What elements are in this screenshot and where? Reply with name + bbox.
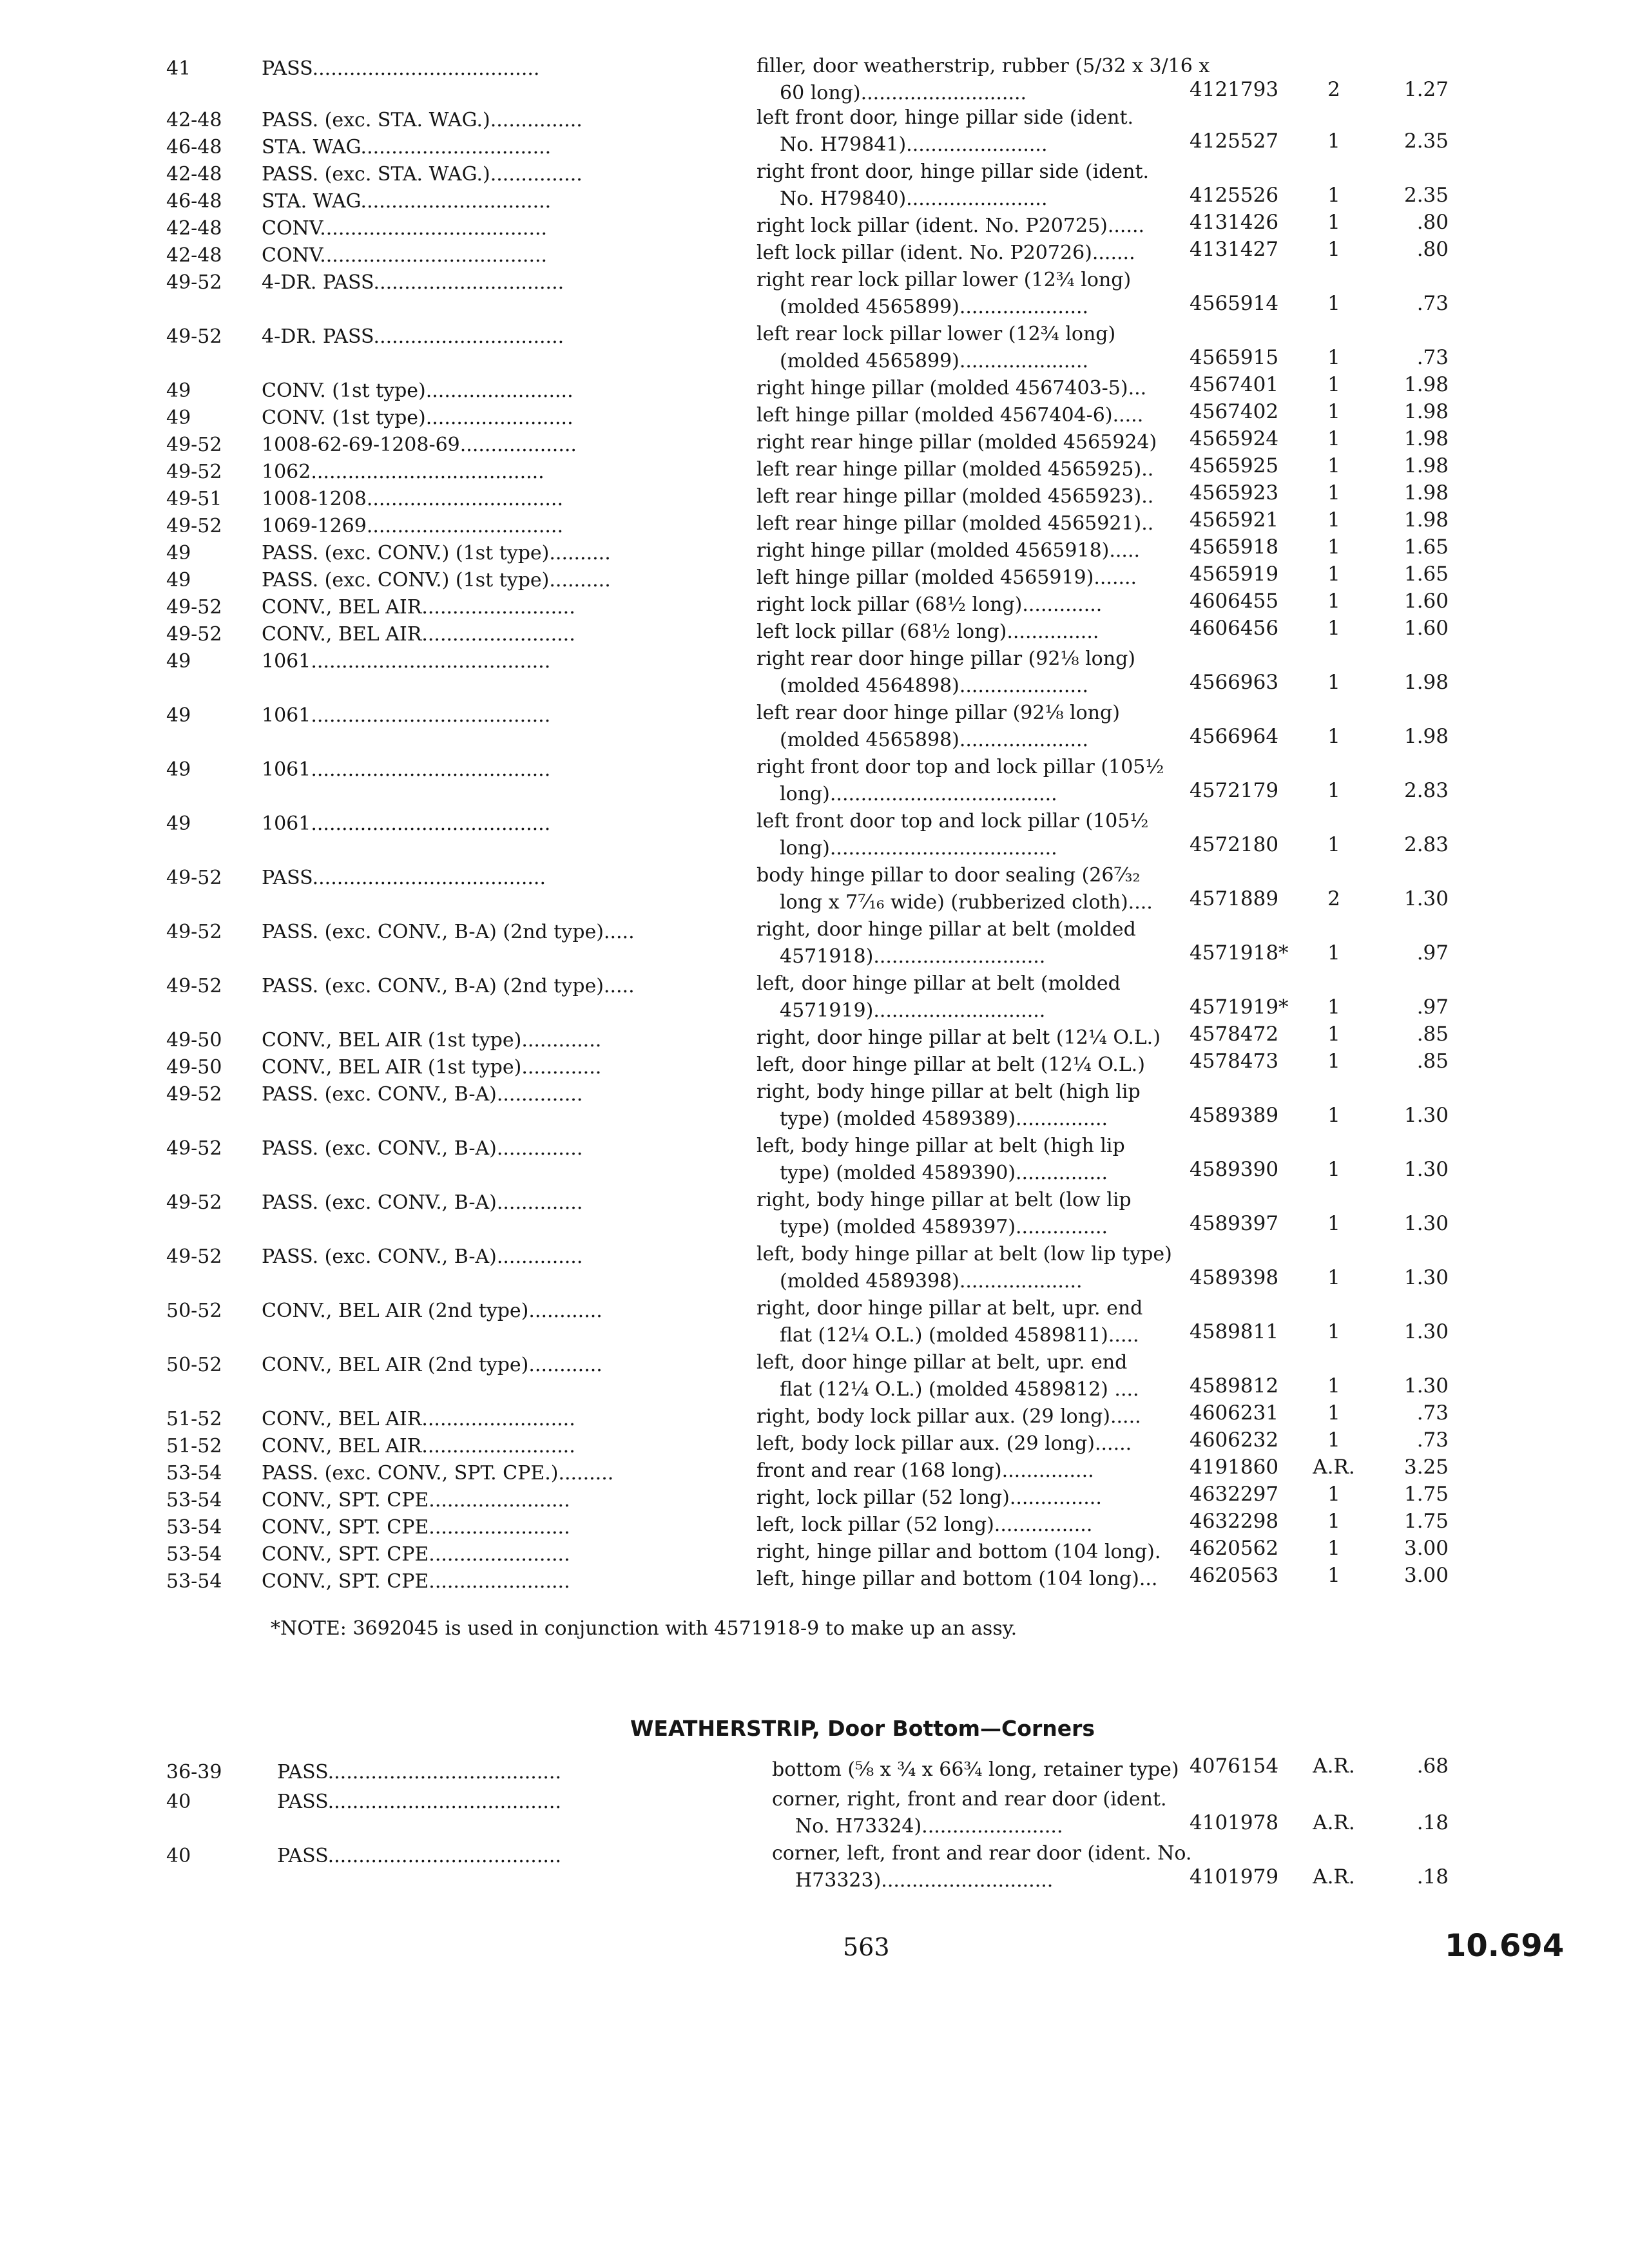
model-year: 49-52 xyxy=(166,434,222,456)
price: 3.00 xyxy=(1403,1564,1449,1587)
description-line: long x 7⁷⁄₁₆ wide) (rubberized cloth).... xyxy=(780,891,1153,914)
model-name: 4-DR. PASS............................... xyxy=(262,325,564,348)
description-line: right, door hinge pillar at belt (12¼ O.L.) xyxy=(757,1026,1161,1049)
price: 1.75 xyxy=(1403,1510,1449,1533)
part-number: 4131426 xyxy=(1190,211,1279,234)
model-name: 4-DR. PASS............................... xyxy=(262,271,564,294)
model-name: 1061....................................... xyxy=(262,650,551,673)
part-number: 4606455 xyxy=(1190,590,1279,613)
part-number: 4121793 xyxy=(1190,78,1279,101)
model-name: CONV., BEL AIR......................... xyxy=(262,623,575,646)
model-year: 51-52 xyxy=(166,1408,222,1430)
model-name: STA. WAG............................... xyxy=(262,136,552,159)
price: 3.00 xyxy=(1403,1537,1449,1560)
description-line: left hinge pillar (molded 4565919)....... xyxy=(757,566,1137,589)
description-line: left front door top and lock pillar (105½ xyxy=(757,810,1149,832)
quantity: 1 xyxy=(1327,1564,1340,1587)
description-line: right, lock pillar (52 long)............... xyxy=(757,1486,1102,1509)
description-line: right, body hinge pillar at belt (low lip xyxy=(757,1189,1132,1211)
quantity: A.R. xyxy=(1313,1811,1355,1834)
description-line: right rear lock pillar lower (12¾ long) xyxy=(757,269,1132,291)
price: .18 xyxy=(1416,1811,1449,1834)
quantity: 1 xyxy=(1327,1320,1340,1343)
price: 1.30 xyxy=(1403,887,1449,910)
part-number: 4567401 xyxy=(1190,373,1279,396)
model-year: 49-52 xyxy=(166,596,222,619)
model-year: 49-52 xyxy=(166,867,222,889)
model-name: CONV., BEL AIR (2nd type)............ xyxy=(262,1354,602,1376)
description-line: left lock pillar (ident. No. P20726)....... xyxy=(757,242,1135,264)
part-number: 4578472 xyxy=(1190,1023,1279,1046)
description-line: left, door hinge pillar at belt (molded xyxy=(757,972,1121,995)
price: 1.30 xyxy=(1403,1374,1449,1398)
description-line: filler, door weatherstrip, rubber (5/32 x 3/16 x xyxy=(757,55,1210,77)
description-line: No. H79840)....................... xyxy=(780,187,1048,210)
description-line: 60 long)........................... xyxy=(780,82,1027,104)
part-number: 4572180 xyxy=(1190,833,1279,856)
description-line: corner, left, front and rear door (ident. No. xyxy=(772,1842,1192,1865)
quantity: 1 xyxy=(1327,238,1340,261)
description-line: right lock pillar (ident. No. P20725)...... xyxy=(757,215,1145,237)
quantity: 1 xyxy=(1327,373,1340,396)
description-line: flat (12¼ O.L.) (molded 4589812) .... xyxy=(780,1378,1139,1401)
quantity: 1 xyxy=(1327,427,1340,450)
quantity: 1 xyxy=(1327,1401,1340,1425)
quantity: 1 xyxy=(1327,1023,1340,1046)
price: 1.30 xyxy=(1403,1104,1449,1127)
part-number: 4620562 xyxy=(1190,1537,1279,1560)
quantity: A.R. xyxy=(1313,1456,1355,1479)
model-name: PASS...................................... xyxy=(277,1791,561,1813)
description-line: right, door hinge pillar at belt (molded xyxy=(757,918,1136,941)
price: 1.98 xyxy=(1403,725,1449,748)
description-line: type) (molded 4589397)............... xyxy=(780,1216,1108,1238)
price: .80 xyxy=(1416,238,1449,261)
quantity: 1 xyxy=(1327,617,1340,640)
part-number: 4565919 xyxy=(1190,562,1279,586)
price: 1.98 xyxy=(1403,427,1449,450)
model-year: 49 xyxy=(166,542,191,564)
quantity: 1 xyxy=(1327,562,1340,586)
part-number: 4572179 xyxy=(1190,779,1279,802)
description-line: type) (molded 4589390)............... xyxy=(780,1162,1108,1184)
page-number: 563 xyxy=(843,1933,890,1961)
price: 1.75 xyxy=(1403,1483,1449,1506)
description-line: bottom (⅝ x ¾ x 66¾ long, retainer type) xyxy=(772,1758,1179,1781)
model-name: CONV., SPT. CPE....................... xyxy=(262,1489,570,1512)
model-year: 49-52 xyxy=(166,975,222,997)
quantity: 1 xyxy=(1327,481,1340,505)
description-line: left, body hinge pillar at belt (high lip xyxy=(757,1135,1125,1157)
section-title: WEATHERSTRIP, Door Bottom—Corners xyxy=(630,1716,1095,1741)
description-line: left rear hinge pillar (molded 4565925).. xyxy=(757,458,1154,481)
price: .73 xyxy=(1416,1428,1449,1452)
price: 1.30 xyxy=(1403,1320,1449,1343)
model-name: PASS...................................... xyxy=(277,1761,561,1783)
price: 1.65 xyxy=(1403,562,1449,586)
model-name: CONV., SPT. CPE....................... xyxy=(262,1516,570,1539)
price: 2.35 xyxy=(1403,130,1449,153)
description-line: 4571918)............................ xyxy=(780,945,1046,968)
description-line: right rear hinge pillar (molded 4565924) xyxy=(757,431,1157,454)
part-number: 4606232 xyxy=(1190,1428,1279,1452)
quantity: 1 xyxy=(1327,346,1340,369)
quantity: 1 xyxy=(1327,535,1340,559)
model-name: CONV. (1st type)........................ xyxy=(262,380,574,402)
description-line: left hinge pillar (molded 4567404-6)..... xyxy=(757,404,1144,427)
model-name: 1008-62-69-1208-69................... xyxy=(262,434,577,456)
quantity: 1 xyxy=(1327,508,1340,532)
description-line: right, body lock pillar aux. (29 long)..... xyxy=(757,1405,1141,1428)
quantity: 1 xyxy=(1327,1158,1340,1181)
description-line: right front door top and lock pillar (105½ xyxy=(757,756,1164,778)
model-year: 50-52 xyxy=(166,1354,222,1376)
model-year: 36-39 xyxy=(166,1761,222,1783)
model-name: 1061....................................... xyxy=(262,758,551,781)
part-number: 4620563 xyxy=(1190,1564,1279,1587)
price: .85 xyxy=(1416,1023,1449,1046)
description-line: No. H73324)....................... xyxy=(795,1815,1063,1838)
price: .97 xyxy=(1416,941,1449,965)
footnote: *NOTE: 3692045 is used in conjunction with 4571918-9 to make up an assy. xyxy=(271,1617,1017,1640)
model-year: 49-52 xyxy=(166,921,222,943)
quantity: 1 xyxy=(1327,1050,1340,1073)
model-name: 1008-1208................................ xyxy=(262,488,563,510)
model-name: PASS. (exc. STA. WAG.)............... xyxy=(262,109,583,131)
model-year: 49-51 xyxy=(166,488,222,510)
description-line: left, body hinge pillar at belt (low lip type) xyxy=(757,1243,1172,1265)
model-year: 49 xyxy=(166,380,191,402)
model-year: 46-48 xyxy=(166,136,222,159)
price: 1.60 xyxy=(1403,617,1449,640)
description-line: right hinge pillar (molded 4567403-5)... xyxy=(757,377,1147,399)
price: 1.98 xyxy=(1403,671,1449,694)
part-number: 4606231 xyxy=(1190,1401,1279,1425)
price: 2.83 xyxy=(1403,779,1449,802)
quantity: 1 xyxy=(1327,995,1340,1019)
part-number: 4589397 xyxy=(1190,1212,1279,1235)
price: .80 xyxy=(1416,211,1449,234)
price: 3.25 xyxy=(1403,1456,1449,1479)
part-number: 4589811 xyxy=(1190,1320,1279,1343)
model-year: 49-52 xyxy=(166,461,222,483)
description-line: corner, right, front and rear door (ident. xyxy=(772,1788,1167,1811)
part-number: 4606456 xyxy=(1190,617,1279,640)
quantity: 1 xyxy=(1327,184,1340,207)
model-name: PASS. (exc. CONV., B-A).............. xyxy=(262,1137,583,1160)
description-line: (molded 4565898)..................... xyxy=(780,729,1089,751)
price: 1.98 xyxy=(1403,400,1449,423)
model-name: CONV., BEL AIR (1st type)............. xyxy=(262,1029,602,1052)
description-line: right, door hinge pillar at belt, upr. end xyxy=(757,1297,1143,1320)
quantity: 1 xyxy=(1327,1537,1340,1560)
part-number: 4589390 xyxy=(1190,1158,1279,1181)
price: 2.35 xyxy=(1403,184,1449,207)
description-line: (molded 4589398).................... xyxy=(780,1270,1083,1293)
model-year: 49-52 xyxy=(166,325,222,348)
description-line: right hinge pillar (molded 4565918)..... xyxy=(757,539,1141,562)
part-number: 4589812 xyxy=(1190,1374,1279,1398)
price: .68 xyxy=(1416,1754,1449,1778)
quantity: 1 xyxy=(1327,671,1340,694)
quantity: 1 xyxy=(1327,1104,1340,1127)
price: .97 xyxy=(1416,995,1449,1019)
part-number: 4131427 xyxy=(1190,238,1279,261)
quantity: 1 xyxy=(1327,400,1340,423)
price: 1.98 xyxy=(1403,481,1449,505)
model-year: 49-50 xyxy=(166,1029,222,1052)
quantity: 1 xyxy=(1327,725,1340,748)
model-name: PASS..................................... xyxy=(262,57,540,80)
model-name: PASS. (exc. CONV., B-A).............. xyxy=(262,1245,583,1268)
part-number: 4076154 xyxy=(1190,1754,1279,1778)
model-name: CONV., BEL AIR......................... xyxy=(262,596,575,619)
description-line: H73323)............................ xyxy=(795,1869,1054,1892)
model-year: 49-52 xyxy=(166,1245,222,1268)
description-line: No. H79841)....................... xyxy=(780,133,1048,156)
model-year: 53-54 xyxy=(166,1570,222,1593)
price: 1.30 xyxy=(1403,1266,1449,1289)
quantity: 1 xyxy=(1327,590,1340,613)
price: .18 xyxy=(1416,1865,1449,1888)
description-line: body hinge pillar to door sealing (26⁷⁄₃₂ xyxy=(757,864,1141,887)
model-year: 49-52 xyxy=(166,623,222,646)
model-year: 53-54 xyxy=(166,1462,222,1485)
quantity: 1 xyxy=(1327,130,1340,153)
quantity: 1 xyxy=(1327,454,1340,477)
quantity: 1 xyxy=(1327,1266,1340,1289)
part-number: 4632298 xyxy=(1190,1510,1279,1533)
model-name: 1069-1269................................ xyxy=(262,515,563,537)
model-name: 1061....................................... xyxy=(262,812,551,835)
reference-number: 10.694 xyxy=(1445,1928,1565,1964)
model-name: 1061....................................... xyxy=(262,704,551,727)
description-line: left rear hinge pillar (molded 4565921).. xyxy=(757,512,1154,535)
model-year: 42-48 xyxy=(166,163,222,186)
price: .73 xyxy=(1416,292,1449,315)
part-number: 4578473 xyxy=(1190,1050,1279,1073)
model-year: 53-54 xyxy=(166,1543,222,1566)
model-year: 42-48 xyxy=(166,217,222,240)
price: 1.60 xyxy=(1403,590,1449,613)
model-name: CONV. (1st type)........................ xyxy=(262,407,574,429)
model-name: CONV., SPT. CPE....................... xyxy=(262,1543,570,1566)
price: 1.98 xyxy=(1403,454,1449,477)
quantity: A.R. xyxy=(1313,1865,1355,1888)
part-number: 4566964 xyxy=(1190,725,1279,748)
description-line: front and rear (168 long)............... xyxy=(757,1459,1094,1482)
part-number: 4125527 xyxy=(1190,130,1279,153)
part-number: 4571918* xyxy=(1190,941,1289,965)
model-year: 49-52 xyxy=(166,515,222,537)
model-name: CONV., BEL AIR......................... xyxy=(262,1435,575,1457)
description-line: left, door hinge pillar at belt (12¼ O.L.) xyxy=(757,1053,1145,1076)
description-line: left, door hinge pillar at belt, upr. end xyxy=(757,1351,1128,1374)
quantity: 2 xyxy=(1327,78,1340,101)
description-line: left rear lock pillar lower (12¾ long) xyxy=(757,323,1116,345)
part-number: 4565914 xyxy=(1190,292,1279,315)
model-year: 49-52 xyxy=(166,1137,222,1160)
description-line: left, lock pillar (52 long)................ xyxy=(757,1514,1093,1536)
model-year: 49 xyxy=(166,650,191,673)
model-year: 49-52 xyxy=(166,1191,222,1214)
description-line: right rear door hinge pillar (92⅛ long) xyxy=(757,648,1135,670)
description-line: right front door, hinge pillar side (ident. xyxy=(757,160,1150,183)
part-number: 4571889 xyxy=(1190,887,1279,910)
model-year: 40 xyxy=(166,1845,191,1867)
model-year: 40 xyxy=(166,1791,191,1813)
model-year: 46-48 xyxy=(166,190,222,213)
model-year: 42-48 xyxy=(166,109,222,131)
quantity: 1 xyxy=(1327,211,1340,234)
part-number: 4191860 xyxy=(1190,1456,1279,1479)
model-name: PASS. (exc. STA. WAG.)............... xyxy=(262,163,583,186)
model-year: 49 xyxy=(166,812,191,835)
part-number: 4567402 xyxy=(1190,400,1279,423)
description-line: right, body hinge pillar at belt (high lip xyxy=(757,1081,1141,1103)
quantity: 1 xyxy=(1327,779,1340,802)
model-year: 49-50 xyxy=(166,1056,222,1079)
model-name: PASS. (exc. CONV., B-A).............. xyxy=(262,1083,583,1106)
model-name: CONV., BEL AIR (1st type)............. xyxy=(262,1056,602,1079)
model-name: PASS. (exc. CONV., SPT. CPE.)......... xyxy=(262,1462,614,1485)
model-year: 49 xyxy=(166,569,191,591)
model-name: PASS. (exc. CONV., B-A).............. xyxy=(262,1191,583,1214)
description-line: right, hinge pillar and bottom (104 long). xyxy=(757,1541,1161,1563)
description-line: long)..................................... xyxy=(780,783,1057,805)
description-line: (molded 4564898)..................... xyxy=(780,675,1089,697)
model-name: PASS...................................... xyxy=(262,867,546,889)
price: 1.27 xyxy=(1403,78,1449,101)
quantity: 1 xyxy=(1327,833,1340,856)
model-name: PASS. (exc. CONV.) (1st type).......... xyxy=(262,569,611,591)
description-line: left lock pillar (68½ long)............... xyxy=(757,620,1099,643)
part-number: 4565915 xyxy=(1190,346,1279,369)
part-number: 4125526 xyxy=(1190,184,1279,207)
model-name: PASS. (exc. CONV., B-A) (2nd type)..... xyxy=(262,975,635,997)
part-number: 4589389 xyxy=(1190,1104,1279,1127)
model-year: 41 xyxy=(166,57,191,80)
part-number: 4565921 xyxy=(1190,508,1279,532)
part-number: 4101979 xyxy=(1190,1865,1279,1888)
model-name: CONV..................................... xyxy=(262,244,548,267)
description-line: (molded 4565899)..................... xyxy=(780,296,1089,318)
model-name: 1062...................................... xyxy=(262,461,545,483)
price: .85 xyxy=(1416,1050,1449,1073)
price: 1.30 xyxy=(1403,1158,1449,1181)
description-line: right lock pillar (68½ long)............. xyxy=(757,593,1103,616)
model-name: CONV., BEL AIR......................... xyxy=(262,1408,575,1430)
model-year: 49 xyxy=(166,407,191,429)
model-year: 49-52 xyxy=(166,1083,222,1106)
description-line: left front door, hinge pillar side (ident. xyxy=(757,106,1134,129)
model-name: CONV., BEL AIR (2nd type)............ xyxy=(262,1300,602,1322)
part-number: 4565918 xyxy=(1190,535,1279,559)
part-number: 4632297 xyxy=(1190,1483,1279,1506)
model-name: PASS. (exc. CONV.) (1st type).......... xyxy=(262,542,611,564)
description-line: 4571919)............................ xyxy=(780,999,1046,1022)
quantity: 1 xyxy=(1327,1428,1340,1452)
part-number: 4589398 xyxy=(1190,1266,1279,1289)
price: 1.98 xyxy=(1403,373,1449,396)
price: 1.30 xyxy=(1403,1212,1449,1235)
model-name: STA. WAG............................... xyxy=(262,190,552,213)
description-line: flat (12¼ O.L.) (molded 4589811)..... xyxy=(780,1324,1139,1347)
price: 2.83 xyxy=(1403,833,1449,856)
description-line: long)..................................... xyxy=(780,837,1057,860)
quantity: A.R. xyxy=(1313,1754,1355,1778)
quantity: 1 xyxy=(1327,1212,1340,1235)
price: 1.98 xyxy=(1403,508,1449,532)
part-number: 4565924 xyxy=(1190,427,1279,450)
model-year: 53-54 xyxy=(166,1516,222,1539)
model-name: PASS. (exc. CONV., B-A) (2nd type)..... xyxy=(262,921,635,943)
quantity: 1 xyxy=(1327,1374,1340,1398)
description-line: (molded 4565899)..................... xyxy=(780,350,1089,372)
description-line: left, body lock pillar aux. (29 long)...... xyxy=(757,1432,1132,1455)
model-name: PASS...................................... xyxy=(277,1845,561,1867)
part-number: 4101978 xyxy=(1190,1811,1279,1834)
quantity: 2 xyxy=(1327,887,1340,910)
model-year: 53-54 xyxy=(166,1489,222,1512)
part-number: 4566963 xyxy=(1190,671,1279,694)
model-year: 49 xyxy=(166,758,191,781)
model-name: CONV..................................... xyxy=(262,217,548,240)
quantity: 1 xyxy=(1327,941,1340,965)
model-year: 49 xyxy=(166,704,191,727)
description-line: type) (molded 4589389)............... xyxy=(780,1108,1108,1130)
quantity: 1 xyxy=(1327,1483,1340,1506)
model-year: 50-52 xyxy=(166,1300,222,1322)
description-line: left, hinge pillar and bottom (104 long)... xyxy=(757,1568,1158,1590)
model-year: 42-48 xyxy=(166,244,222,267)
description-line: left rear hinge pillar (molded 4565923).. xyxy=(757,485,1154,508)
price: .73 xyxy=(1416,346,1449,369)
model-year: 51-52 xyxy=(166,1435,222,1457)
model-name: CONV., SPT. CPE....................... xyxy=(262,1570,570,1593)
price: .73 xyxy=(1416,1401,1449,1425)
part-number: 4565925 xyxy=(1190,454,1279,477)
quantity: 1 xyxy=(1327,292,1340,315)
part-number: 4571919* xyxy=(1190,995,1289,1019)
model-year: 49-52 xyxy=(166,271,222,294)
quantity: 1 xyxy=(1327,1510,1340,1533)
price: 1.65 xyxy=(1403,535,1449,559)
part-number: 4565923 xyxy=(1190,481,1279,505)
description-line: left rear door hinge pillar (92⅛ long) xyxy=(757,702,1120,724)
